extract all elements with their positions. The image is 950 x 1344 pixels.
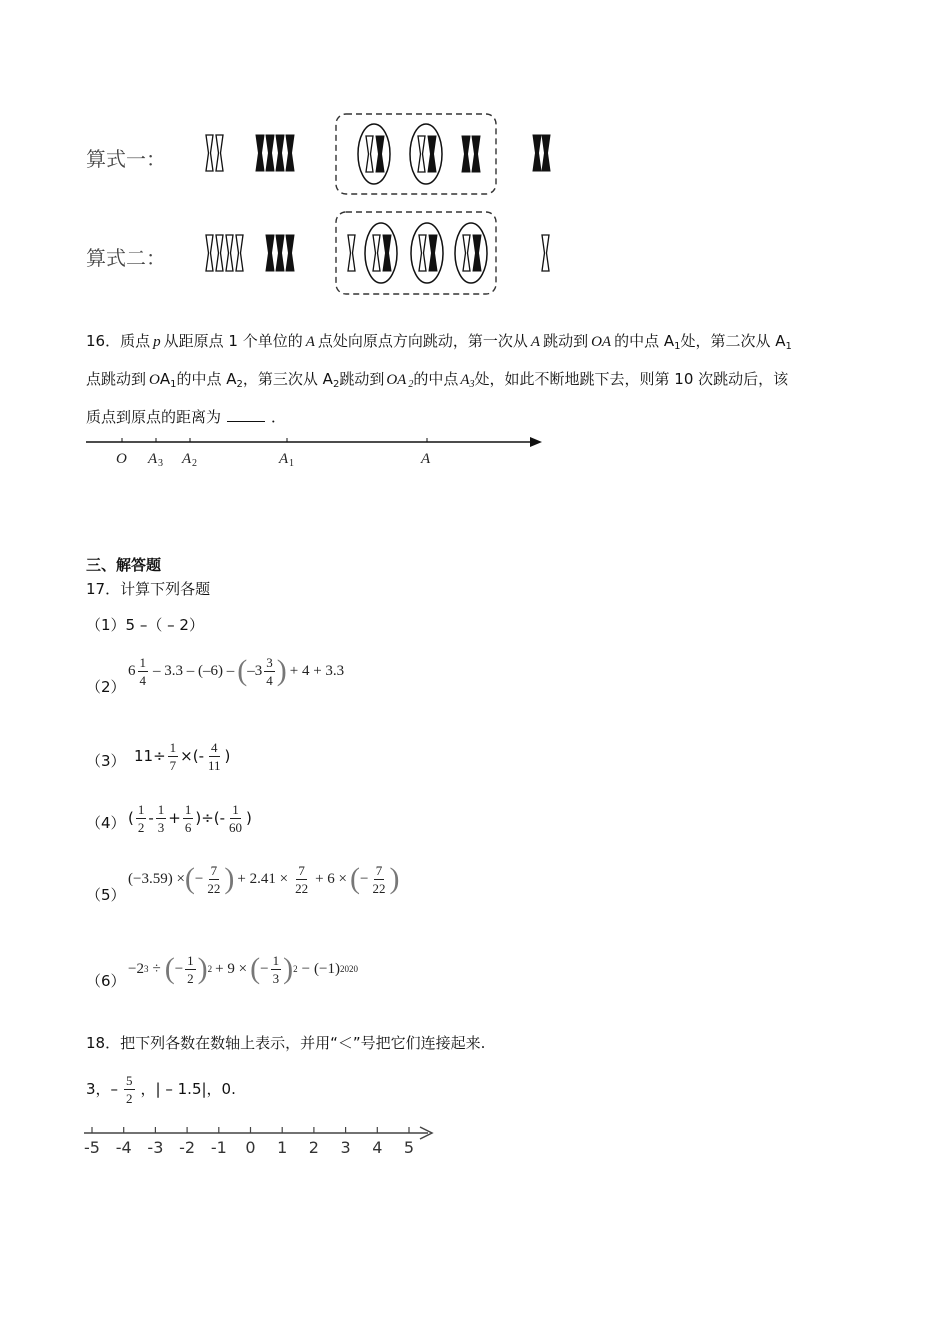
q18-numbers: 3，– $\frac{5}{2}$ ，| – 1.5|，0. — [86, 1072, 236, 1106]
label-A1: A — [279, 451, 289, 467]
q16-line-3: 质点到原点的距离为 ． — [86, 408, 287, 426]
q16-number-line — [84, 430, 554, 472]
tick-label-2: 2 — [308, 1138, 319, 1157]
row1-black-rods — [256, 135, 294, 171]
q17-p4-label: （4） — [86, 814, 126, 832]
row2-black-rods — [266, 235, 294, 271]
answer-blank[interactable] — [227, 407, 265, 422]
tick-label-5: 5 — [403, 1138, 415, 1157]
row2-dashed-box — [336, 212, 496, 294]
tick-label-1: 1 — [277, 1138, 288, 1157]
tick-label--3: -3 — [147, 1138, 164, 1157]
row1-circle-2 — [410, 124, 442, 184]
tick-label--1: -1 — [210, 1138, 227, 1157]
label-A3: A — [148, 451, 158, 467]
label-A2: A — [182, 451, 192, 467]
row1-circle-1 — [358, 124, 390, 184]
tick-label-4: 4 — [372, 1138, 383, 1157]
label-A: A — [421, 451, 431, 467]
q16-line-2: 点跳动到 $OA_1$的中点 $A_2$，第三次从 $A_2$跳动到 OA $_2$的中点 $A_3$处，如此不断地跳下去，则第 10 次跳动后，该 — [86, 370, 789, 390]
row1-white-rods — [206, 135, 223, 171]
label-A3-sub: 3 — [158, 458, 163, 469]
row2-circle-2 — [411, 223, 443, 283]
tick-label--5: -5 — [84, 1138, 100, 1157]
q17-p6-expr: −2 3 ÷ ( − $\frac{1}{2}$ ) 2 + 9 × ( − $\frac{1}{3}$ ) 2 − (−1) 2020 — [128, 952, 358, 986]
tick-label-0: 0 — [245, 1138, 256, 1157]
q17-p3-expr: 11÷ $\frac{1}{7}$ ×(- $\frac{4}{11}$ ) — [134, 739, 231, 773]
q17-p2-label: （2） — [86, 678, 126, 696]
label-O: O — [116, 451, 127, 467]
q17-p5-expr: (−3.59) × ( − $\frac{7}{22}$ ) + 2.41 × $\frac{7}{22}$ + 6 × ( − $\frac{7}{22}$ ) — [128, 862, 400, 896]
section-heading: 三、解答题 — [86, 556, 162, 574]
q18-number-line — [80, 1122, 440, 1162]
tick-label--4: -4 — [115, 1138, 132, 1157]
q17-p5-label: （5） — [86, 886, 126, 904]
q16-line-1: 16．质点 p 从距原点 1 个单位的 A 点处向原点方向跳动，第一次从 A 跳动到 OA 的中点 $A_1$处，第二次从 $A_1$ — [86, 332, 792, 352]
label-A1-sub: 1 — [289, 458, 294, 469]
q17-part-1: （1）5 –（ – 2） — [86, 616, 204, 634]
row2-circle-3 — [455, 223, 487, 283]
q17-p4-expr: ( $\frac{1}{2}$ - $\frac{1}{3}$ + $\frac{1}{6}$ )÷(- $\frac{1}{60}$ ) — [128, 801, 252, 835]
q17-p2-expr: 6 $\frac{1}{4}$ – 3.3 – (–6) – ( –3 $\frac{3}{4}$ ) + 4 + 3.3 — [128, 654, 345, 688]
row2-white-rods — [206, 235, 243, 271]
counting-rods-figure — [190, 108, 570, 303]
tick-label--2: -2 — [179, 1138, 196, 1157]
row2-label: 算式二： — [86, 246, 166, 270]
q17-title: 17．计算下列各题 — [86, 580, 211, 598]
label-A2-sub: 2 — [192, 458, 197, 469]
row2-circle-1 — [365, 223, 397, 283]
q17-p3-label: （3） — [86, 752, 126, 770]
q17-p6-label: （6） — [86, 972, 126, 990]
q16-number: 16． — [86, 332, 121, 350]
tick-label-3: 3 — [340, 1138, 351, 1157]
axis-arrow — [530, 437, 542, 447]
row1-label: 算式一： — [86, 147, 166, 171]
q18-title: 18．把下列各数在数轴上表示，并用“＜”号把它们连接起来. — [86, 1034, 486, 1052]
row1-dashed-box — [336, 114, 496, 194]
